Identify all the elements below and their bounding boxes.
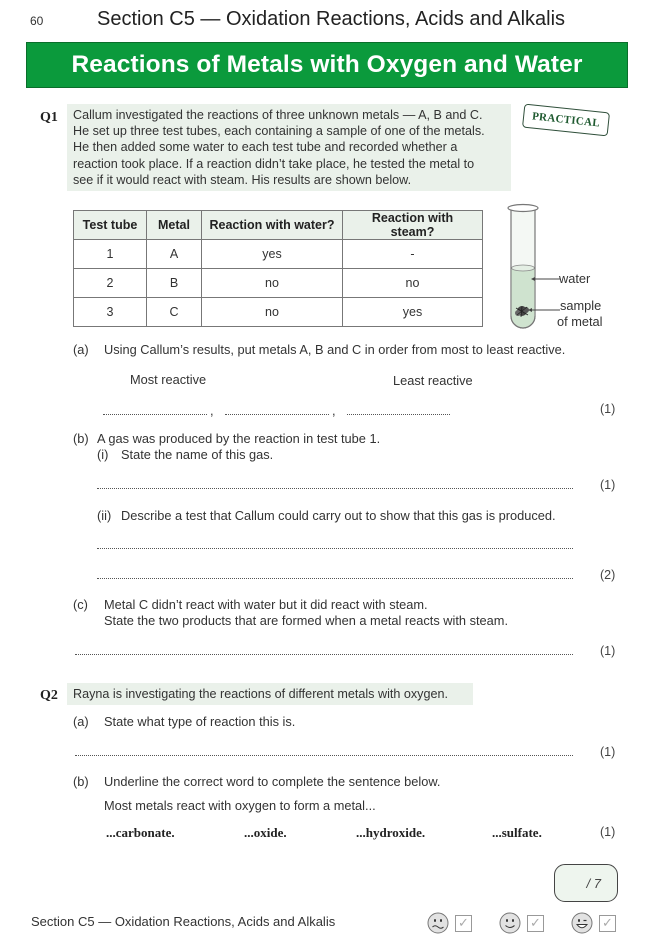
score-box[interactable] — [554, 864, 618, 902]
table-cell: no — [343, 269, 483, 298]
least-reactive-label: Least reactive — [393, 373, 473, 388]
option-carbonate[interactable]: ...carbonate. — [106, 825, 175, 840]
option-hydroxide[interactable]: ...hydroxide. — [356, 825, 426, 840]
table-cell: A — [147, 240, 202, 269]
part-c-label: (c) — [73, 597, 88, 612]
part-b-i-text: State the name of this gas. — [121, 447, 274, 462]
option-sulfate[interactable]: ...sulfate. — [492, 825, 542, 840]
part-b-label: (b) — [73, 431, 89, 446]
sample-label: of metal — [557, 314, 603, 329]
confidence-rating-unsure[interactable] — [427, 912, 472, 934]
separator: , — [332, 403, 336, 418]
marks: (1) — [600, 402, 616, 416]
water-label: water — [559, 271, 591, 286]
part-c-text: Metal C didn’t react with water but it did react with steam. — [104, 597, 428, 612]
part-b-text: A gas was produced by the reaction in test tube 1. — [97, 431, 381, 446]
part-b-ii-label: (ii) — [97, 508, 112, 523]
marks: (1) — [600, 478, 616, 492]
q2-sentence: Most metals react with oxygen to form a metal... — [104, 798, 376, 813]
sample-label: sample — [560, 298, 602, 313]
column-header: Reaction with water? — [202, 211, 343, 240]
footer-section-title: Section C5 — Oxidation Reactions, Acids and Alkalis — [31, 914, 336, 929]
answer-line[interactable] — [97, 547, 573, 549]
intro-line: He set up three test tubes, each containing a sample of one of the metals. — [73, 124, 485, 139]
smiling-face-icon — [499, 912, 521, 934]
checkbox[interactable] — [455, 915, 472, 932]
column-header: Reaction with steam? — [343, 211, 483, 240]
page-title: Reactions of Metals with Oxygen and Water — [71, 51, 583, 78]
table-cell: 1 — [74, 240, 147, 269]
intro-line: reaction took place. If a reaction didn’t take place, he tested the metal to — [73, 156, 475, 171]
option-oxide[interactable]: ...oxide. — [244, 825, 287, 840]
marks: (1) — [600, 644, 616, 658]
part-a-text: Using Callum’s results, put metals A, B and C in order from most to least reactive. — [104, 342, 566, 357]
test-tube-diagram — [500, 198, 560, 334]
intro-line: see if it would react with steam. His results are shown below. — [73, 172, 412, 187]
q2-part-a-label: (a) — [73, 714, 89, 729]
q2-part-b-text: Underline the correct word to complete the sentence below. — [104, 774, 441, 789]
question-2-intro: Rayna is investigating the reactions of different metals with oxygen. — [67, 683, 473, 705]
answer-line[interactable] — [97, 487, 573, 489]
question-2-label: Q2 — [40, 688, 58, 703]
table-row — [74, 240, 483, 269]
answer-line-most[interactable] — [103, 413, 207, 415]
answer-line[interactable] — [75, 653, 573, 655]
winking-face-icon — [571, 912, 593, 934]
check-icon: ✓ — [602, 915, 613, 930]
table-cell: no — [202, 269, 343, 298]
marks: (1) — [600, 825, 616, 839]
results-table — [73, 210, 483, 327]
confidence-rating-ok[interactable] — [499, 912, 544, 934]
confidence-rating-confident[interactable] — [571, 912, 616, 934]
page-title-banner — [26, 42, 628, 88]
answer-line[interactable] — [75, 754, 573, 756]
question-1-label: Q1 — [40, 110, 58, 125]
table-header-row — [74, 211, 483, 240]
part-b-ii-text: Describe a test that Callum could carry out to show that this gas is produced. — [121, 508, 556, 523]
table-cell: 3 — [74, 298, 147, 327]
check-icon: ✓ — [458, 915, 469, 930]
section-title: Section C5 — Oxidation Reactions, Acids and Alkalis — [97, 8, 566, 30]
column-header: Metal — [147, 211, 202, 240]
worried-face-icon — [427, 912, 449, 934]
table-cell: yes — [343, 298, 483, 327]
table-cell: - — [343, 240, 483, 269]
check-icon: ✓ — [530, 915, 541, 930]
table-row — [74, 269, 483, 298]
checkbox[interactable] — [599, 915, 616, 932]
marks: (2) — [600, 568, 616, 582]
separator: , — [210, 403, 214, 418]
intro-line: He then added some water to each test tube and recorded whether a — [73, 140, 458, 155]
practical-badge: PRACTICAL — [522, 104, 610, 137]
question-1-intro — [67, 104, 511, 191]
part-c-text: State the two products that are formed when a metal reacts with steam. — [104, 613, 509, 628]
most-reactive-label: Most reactive — [130, 372, 207, 387]
table-row — [74, 298, 483, 327]
table-cell: yes — [202, 240, 343, 269]
score-total: / 7 — [586, 875, 601, 891]
checkbox[interactable] — [527, 915, 544, 932]
answer-line-middle[interactable] — [225, 413, 329, 415]
part-b-i-label: (i) — [97, 447, 109, 462]
answer-line[interactable] — [97, 577, 573, 579]
table-cell: C — [147, 298, 202, 327]
column-header: Test tube — [74, 211, 147, 240]
q2-part-b-label: (b) — [73, 774, 89, 789]
part-a-label: (a) — [73, 342, 89, 357]
answer-line-least[interactable] — [347, 413, 450, 415]
table-cell: no — [202, 298, 343, 327]
marks: (1) — [600, 745, 616, 759]
intro-line: Callum investigated the reactions of three unknown metals — A, B and C. — [73, 108, 483, 122]
table-cell: B — [147, 269, 202, 298]
q2-part-a-text: State what type of reaction this is. — [104, 714, 296, 729]
page-number: 60 — [30, 14, 44, 28]
table-cell: 2 — [74, 269, 147, 298]
